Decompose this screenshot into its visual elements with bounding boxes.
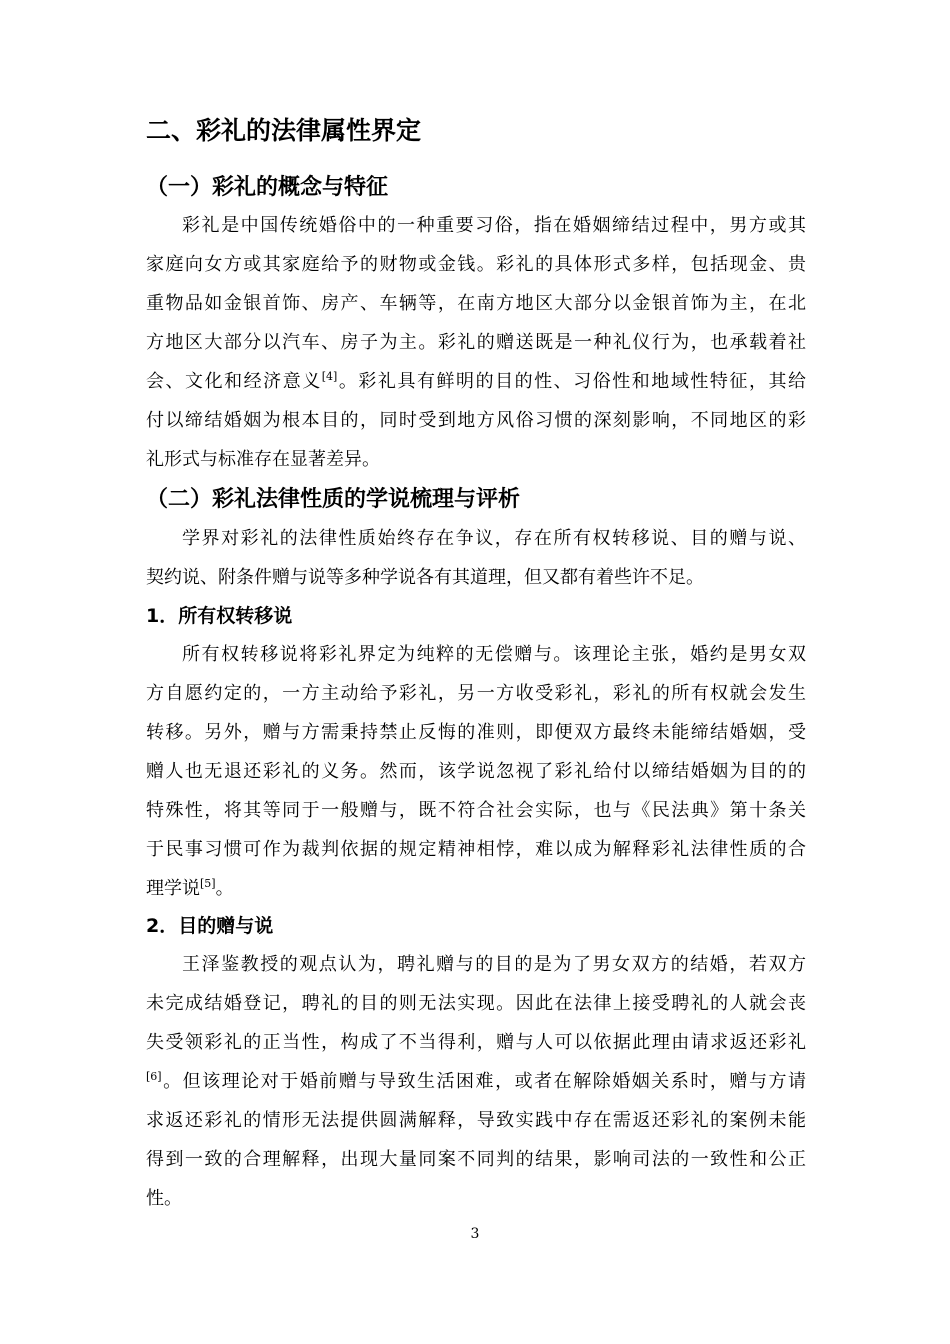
paragraph-line xyxy=(146,877,806,901)
citation-ref: [5] xyxy=(200,877,216,890)
paragraph-line: 转移。另外，赠与方需秉持禁止反悔的准则，即便双方最终未能缔结婚姻，受 xyxy=(146,722,806,743)
page-number: 3 xyxy=(470,1226,480,1242)
paragraph-line xyxy=(146,1070,806,1094)
paragraph-line: 家庭向女方或其家庭给予的财物或金钱。彩礼的具体形式多样，包括现金、贵 xyxy=(146,254,806,275)
paragraph-line: 未完成结婚登记，聘礼的目的则无法实现。因此在法律上接受聘礼的人就会丧 xyxy=(146,993,806,1014)
paragraph-line: 彩礼是中国传统婚俗中的一种重要习俗，指在婚姻缔结过程中，男方或其 xyxy=(182,215,806,236)
paragraph-line: 所有权转移说将彩礼界定为纯粹的无偿赠与。该理论主张，婚约是男女双 xyxy=(182,644,806,665)
paragraph-line: 方自愿约定的，一方主动给予彩礼，另一方收受彩礼，彩礼的所有权就会发生 xyxy=(146,683,806,704)
paragraph-line: 王泽鉴教授的观点认为，聘礼赠与的目的是为了男女双方的结婚，若双方 xyxy=(182,954,806,975)
paragraph-line: 重物品如金银首饰、房产、车辆等，在南方地区大部分以金银首饰为主，在北 xyxy=(146,293,806,314)
citation-ref: [6] xyxy=(146,1070,162,1083)
subsection-1-title: 1．所有权转移说 xyxy=(146,605,293,627)
paragraph-line: 特殊性，将其等同于一般赠与，既不符合社会实际，也与《民法典》第十条关 xyxy=(146,800,806,821)
paragraph-line xyxy=(146,370,806,394)
paragraph-line: 付以缔结婚姻为根本目的，同时受到地方风俗习惯的深刻影响，不同地区的彩 xyxy=(146,410,806,431)
section-1-title: （一）彩礼的概念与特征 xyxy=(146,175,389,200)
text-run: 会、文化和经济意义 xyxy=(146,371,322,392)
citation-ref: [4] xyxy=(321,370,338,383)
paragraph-line: 于民事习惯可作为裁判依据的规定精神相悖，难以成为解释彩礼法律性质的合 xyxy=(146,839,806,860)
paragraph-line: 契约说、附条件赠与说等多种学说各有其道理，但又都有着些许不足。 xyxy=(146,567,704,588)
paragraph-line: 求返还彩礼的情形无法提供圆满解释，导致实践中存在需返还彩礼的案例未能 xyxy=(146,1110,806,1131)
paragraph-line: 失受领彩礼的正当性，构成了不当得利，赠与人可以依据此理由请求返还彩礼 xyxy=(146,1032,806,1053)
subsection-2-title: 2．目的赠与说 xyxy=(146,915,274,937)
section-2-title: （二）彩礼法律性质的学说梳理与评析 xyxy=(146,487,521,512)
text-run: 理学说 xyxy=(146,878,200,899)
text-run: 。 xyxy=(215,878,234,899)
paragraph-line: 赠人也无退还彩礼的义务。然而，该学说忽视了彩礼给付以缔结婚姻为目的的 xyxy=(146,761,806,782)
paragraph-line: 性。 xyxy=(146,1188,182,1209)
paragraph-line: 礼形式与标准存在显著差异。 xyxy=(146,449,380,470)
paragraph-line: 学界对彩礼的法律性质始终存在争议，存在所有权转移说、目的赠与说、 xyxy=(182,528,806,549)
chapter-heading: 二、彩礼的法律属性界定 xyxy=(146,116,422,145)
text-run: 。但该理论对于婚前赠与导致生活困难，或者在解除婚姻关系时，赠与方请 xyxy=(161,1071,806,1092)
paragraph-line: 得到一致的合理解释，出现大量同案不同判的结果，影响司法的一致性和公正 xyxy=(146,1149,806,1170)
paragraph-line: 方地区大部分以汽车、房子为主。彩礼的赠送既是一种礼仪行为，也承载着社 xyxy=(146,332,806,353)
text-run: 。彩礼具有鲜明的目的性、习俗性和地域性特征，其给 xyxy=(337,371,807,392)
